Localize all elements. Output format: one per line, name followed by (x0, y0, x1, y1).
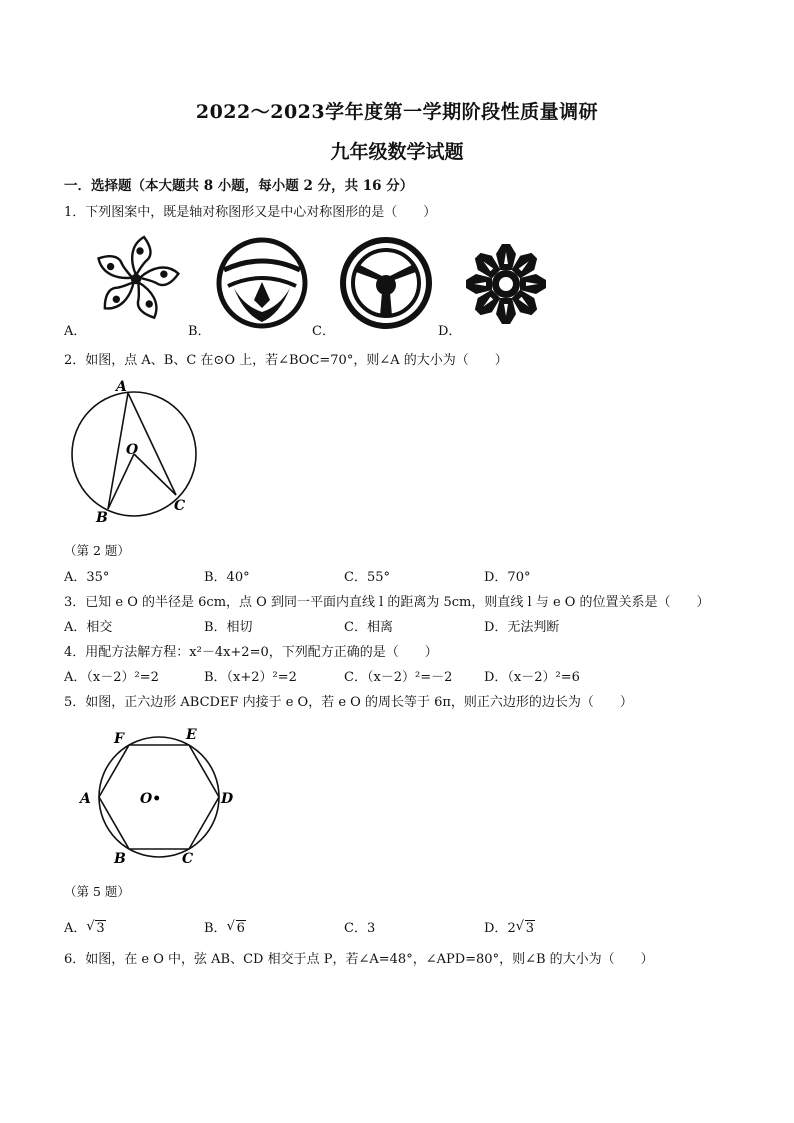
q5-label-d: D (221, 791, 234, 807)
q1-option-c[interactable]: C． (312, 324, 335, 339)
question-1-text: 1．下列图案中，既是轴对称图形又是中心对称图形的是（ ） (64, 205, 437, 220)
q4-option-a[interactable]: A．（x－2）²=2 (64, 670, 159, 685)
q5-caption: （第 5 题） (64, 884, 130, 899)
question-5-text: 5．如图，正六边形 ABCDEF 内接于 e O，若 e O 的周长等于 6π，则正六边形的边长为（ ） (64, 695, 633, 710)
question-4-text: 4．用配方法解方程：x²－4x+2=0，下列配方正确的是（ ） (64, 645, 438, 660)
q5-option-b-prefix: B． (204, 921, 227, 936)
q3-option-c[interactable]: C．相离 (344, 620, 393, 635)
section-heading: 一．选择题（本大题共 8 小题，每小题 2 分，共 16 分） (64, 178, 414, 194)
q5-option-c-prefix: C．3 (344, 921, 376, 936)
q2-option-c[interactable]: C．55° (344, 570, 390, 585)
q2-label-a: A (116, 380, 127, 395)
sqrt-symbol: √ 6 (226, 919, 245, 936)
q5-option-b[interactable] (204, 917, 246, 936)
q2-circle-figure (70, 380, 200, 530)
q5-label-b: B (114, 851, 126, 867)
q5-label-f: F (114, 731, 124, 747)
q1-option-b[interactable]: B． (188, 324, 211, 339)
q5-option-c[interactable] (344, 917, 375, 936)
q4-option-b[interactable]: B．（x+2）²=2 (204, 670, 297, 685)
q5-option-d-prefix: D． (484, 921, 508, 936)
octagonal-snowflake-icon (458, 238, 554, 330)
q2-label-o: O (126, 442, 139, 458)
q5-hexagon-figure (74, 722, 244, 867)
q4-option-d[interactable]: D．（x－2）²=6 (484, 670, 580, 685)
q2-option-b[interactable]: B．40° (204, 570, 250, 585)
q1-option-a[interactable]: A． (64, 324, 87, 339)
q5-label-e: E (186, 727, 197, 743)
sqrt-symbol: √ 3 (515, 919, 534, 936)
steering-wheel-icon (338, 236, 434, 330)
q5-option-d[interactable] (484, 917, 535, 936)
q5-option-a-prefix: A． (64, 921, 87, 936)
exam-subtitle: 九年级数学试题 (330, 141, 464, 163)
q5-label-c: C (182, 851, 194, 867)
q5-option-b-radicand: 6 (236, 921, 245, 936)
q1-option-d[interactable]: D． (438, 324, 462, 339)
q5-label-a: A (80, 791, 91, 807)
q5-option-a[interactable] (64, 917, 106, 936)
q2-option-a[interactable]: A．35° (64, 570, 110, 585)
q5-option-d-radicand: 3 (525, 921, 534, 936)
q4-option-c[interactable]: C．（x－2）²=－2 (344, 670, 453, 685)
q3-option-d[interactable]: D．无法判断 (484, 620, 560, 635)
sqrt-symbol: √ 3 (86, 919, 105, 936)
question-2-text: 2．如图，点 A、B、C 在⊙O 上，若∠BOC=70°，则∠A 的大小为（ ） (64, 353, 508, 368)
bauhinia-flower-icon (86, 233, 186, 325)
exam-title: 2022～2023学年度第一学期阶段性质量调研 (195, 101, 599, 123)
question-6-text: 6．如图，在 e O 中，弦 AB、CD 相交于点 P，若∠A=48°，∠APD=80°，则∠B 的大小为（ ） (64, 952, 654, 967)
q2-caption: （第 2 题） (64, 543, 130, 558)
q5-option-a-radicand: 3 (96, 921, 105, 936)
q2-label-c: C (174, 498, 186, 514)
q5-label-o: O• (140, 791, 162, 807)
q2-label-b: B (96, 510, 108, 526)
q3-option-a[interactable]: A．相交 (64, 620, 113, 635)
question-3-text: 3．已知 e O 的半径是 6cm，点 O 到同一平面内直线 l 的距离为 5cm，则直线 l 与 e O 的位置关系是（ ） (64, 595, 710, 610)
q3-option-b[interactable]: B．相切 (204, 620, 253, 635)
q5-option-d-coef: 2 (507, 921, 516, 936)
q2-option-d[interactable]: D．70° (484, 570, 531, 585)
badge-emblem-icon (214, 236, 310, 330)
